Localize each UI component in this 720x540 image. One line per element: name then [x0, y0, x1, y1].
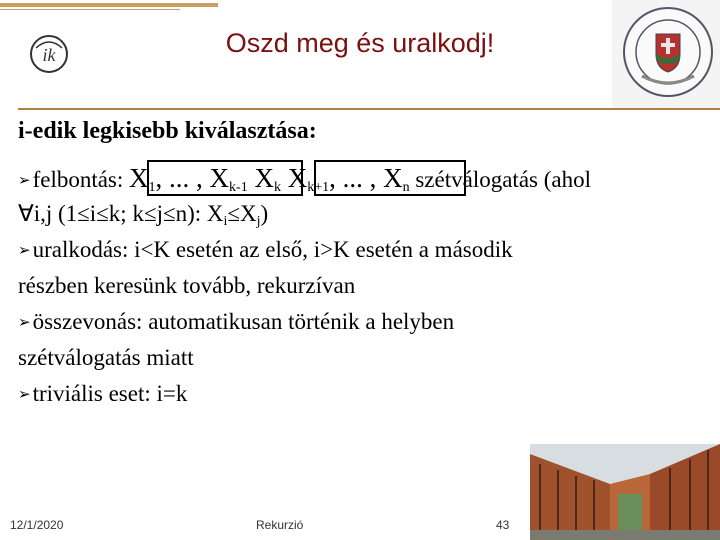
bullet1-tail: szétválogatás (ahol	[409, 167, 591, 192]
bullet-arrow-icon: ➢	[18, 385, 31, 403]
xk1-sub: k-1	[229, 180, 248, 195]
bullet-osszevonas	[18, 304, 708, 340]
bullet-felbontas	[18, 160, 708, 196]
top-accent-rule	[0, 3, 218, 7]
subarray-right-box	[314, 160, 466, 196]
dots1: , ... , X	[155, 163, 230, 193]
bullet-osszevonas-cont	[18, 340, 708, 376]
bullet-felbontas-cont	[18, 196, 708, 232]
university-seal-icon	[612, 0, 720, 108]
cont-a: ∀i,j (1≤i≤k; k≤j≤n): X	[18, 201, 224, 226]
logo-text: ik	[42, 45, 56, 65]
bullet-trivialis	[18, 376, 708, 412]
bullet3-line1: összevonás: automatikusan történik a helyben	[32, 309, 455, 334]
xn-sub: n	[402, 180, 410, 195]
bullet-uralkodas-cont	[18, 268, 708, 304]
xk: X	[247, 163, 274, 193]
x1-sub: 1	[148, 180, 156, 195]
bullet4-line1: triviális eset: i=k	[32, 381, 188, 406]
dots2: , ... , X	[329, 163, 403, 193]
cont-j: j	[256, 214, 261, 229]
xk2-sub: k+1	[307, 180, 330, 195]
bullet-label: felbontás:	[32, 167, 130, 192]
bullet-arrow-icon: ➢	[18, 241, 31, 259]
building-photo	[530, 444, 720, 540]
top-accent-rule-thin	[0, 9, 180, 10]
bullet2-line2: részben keresünk tovább, rekurzívan	[18, 273, 356, 298]
slide-heading: i-edik legkisebb kiválasztása:	[18, 118, 317, 144]
cont-i: i	[223, 214, 228, 229]
xk2: X	[280, 163, 308, 193]
bullet-uralkodas	[18, 232, 708, 268]
bullet-arrow-icon: ➢	[18, 313, 31, 331]
title-divider	[18, 108, 720, 110]
cont-b: ≤X	[227, 201, 257, 226]
footer-topic: Rekurzió	[256, 518, 304, 532]
bullet3-line2: szétválogatás miatt	[18, 345, 194, 370]
cont-c: )	[260, 201, 269, 226]
footer-page-number: 43	[496, 518, 510, 532]
bullet2-line1: uralkodás: i<K esetén az első, i>K esetén a második	[32, 237, 513, 262]
xk-sub: k	[273, 180, 281, 195]
page-title: Oszd meg és uralkodj!	[225, 28, 495, 58]
bullet-arrow-icon: ➢	[18, 171, 31, 189]
slide-content	[18, 160, 708, 412]
subarray-left-box	[147, 160, 303, 196]
x1: X	[129, 163, 149, 193]
footer-date: 12/1/2020	[10, 518, 64, 532]
